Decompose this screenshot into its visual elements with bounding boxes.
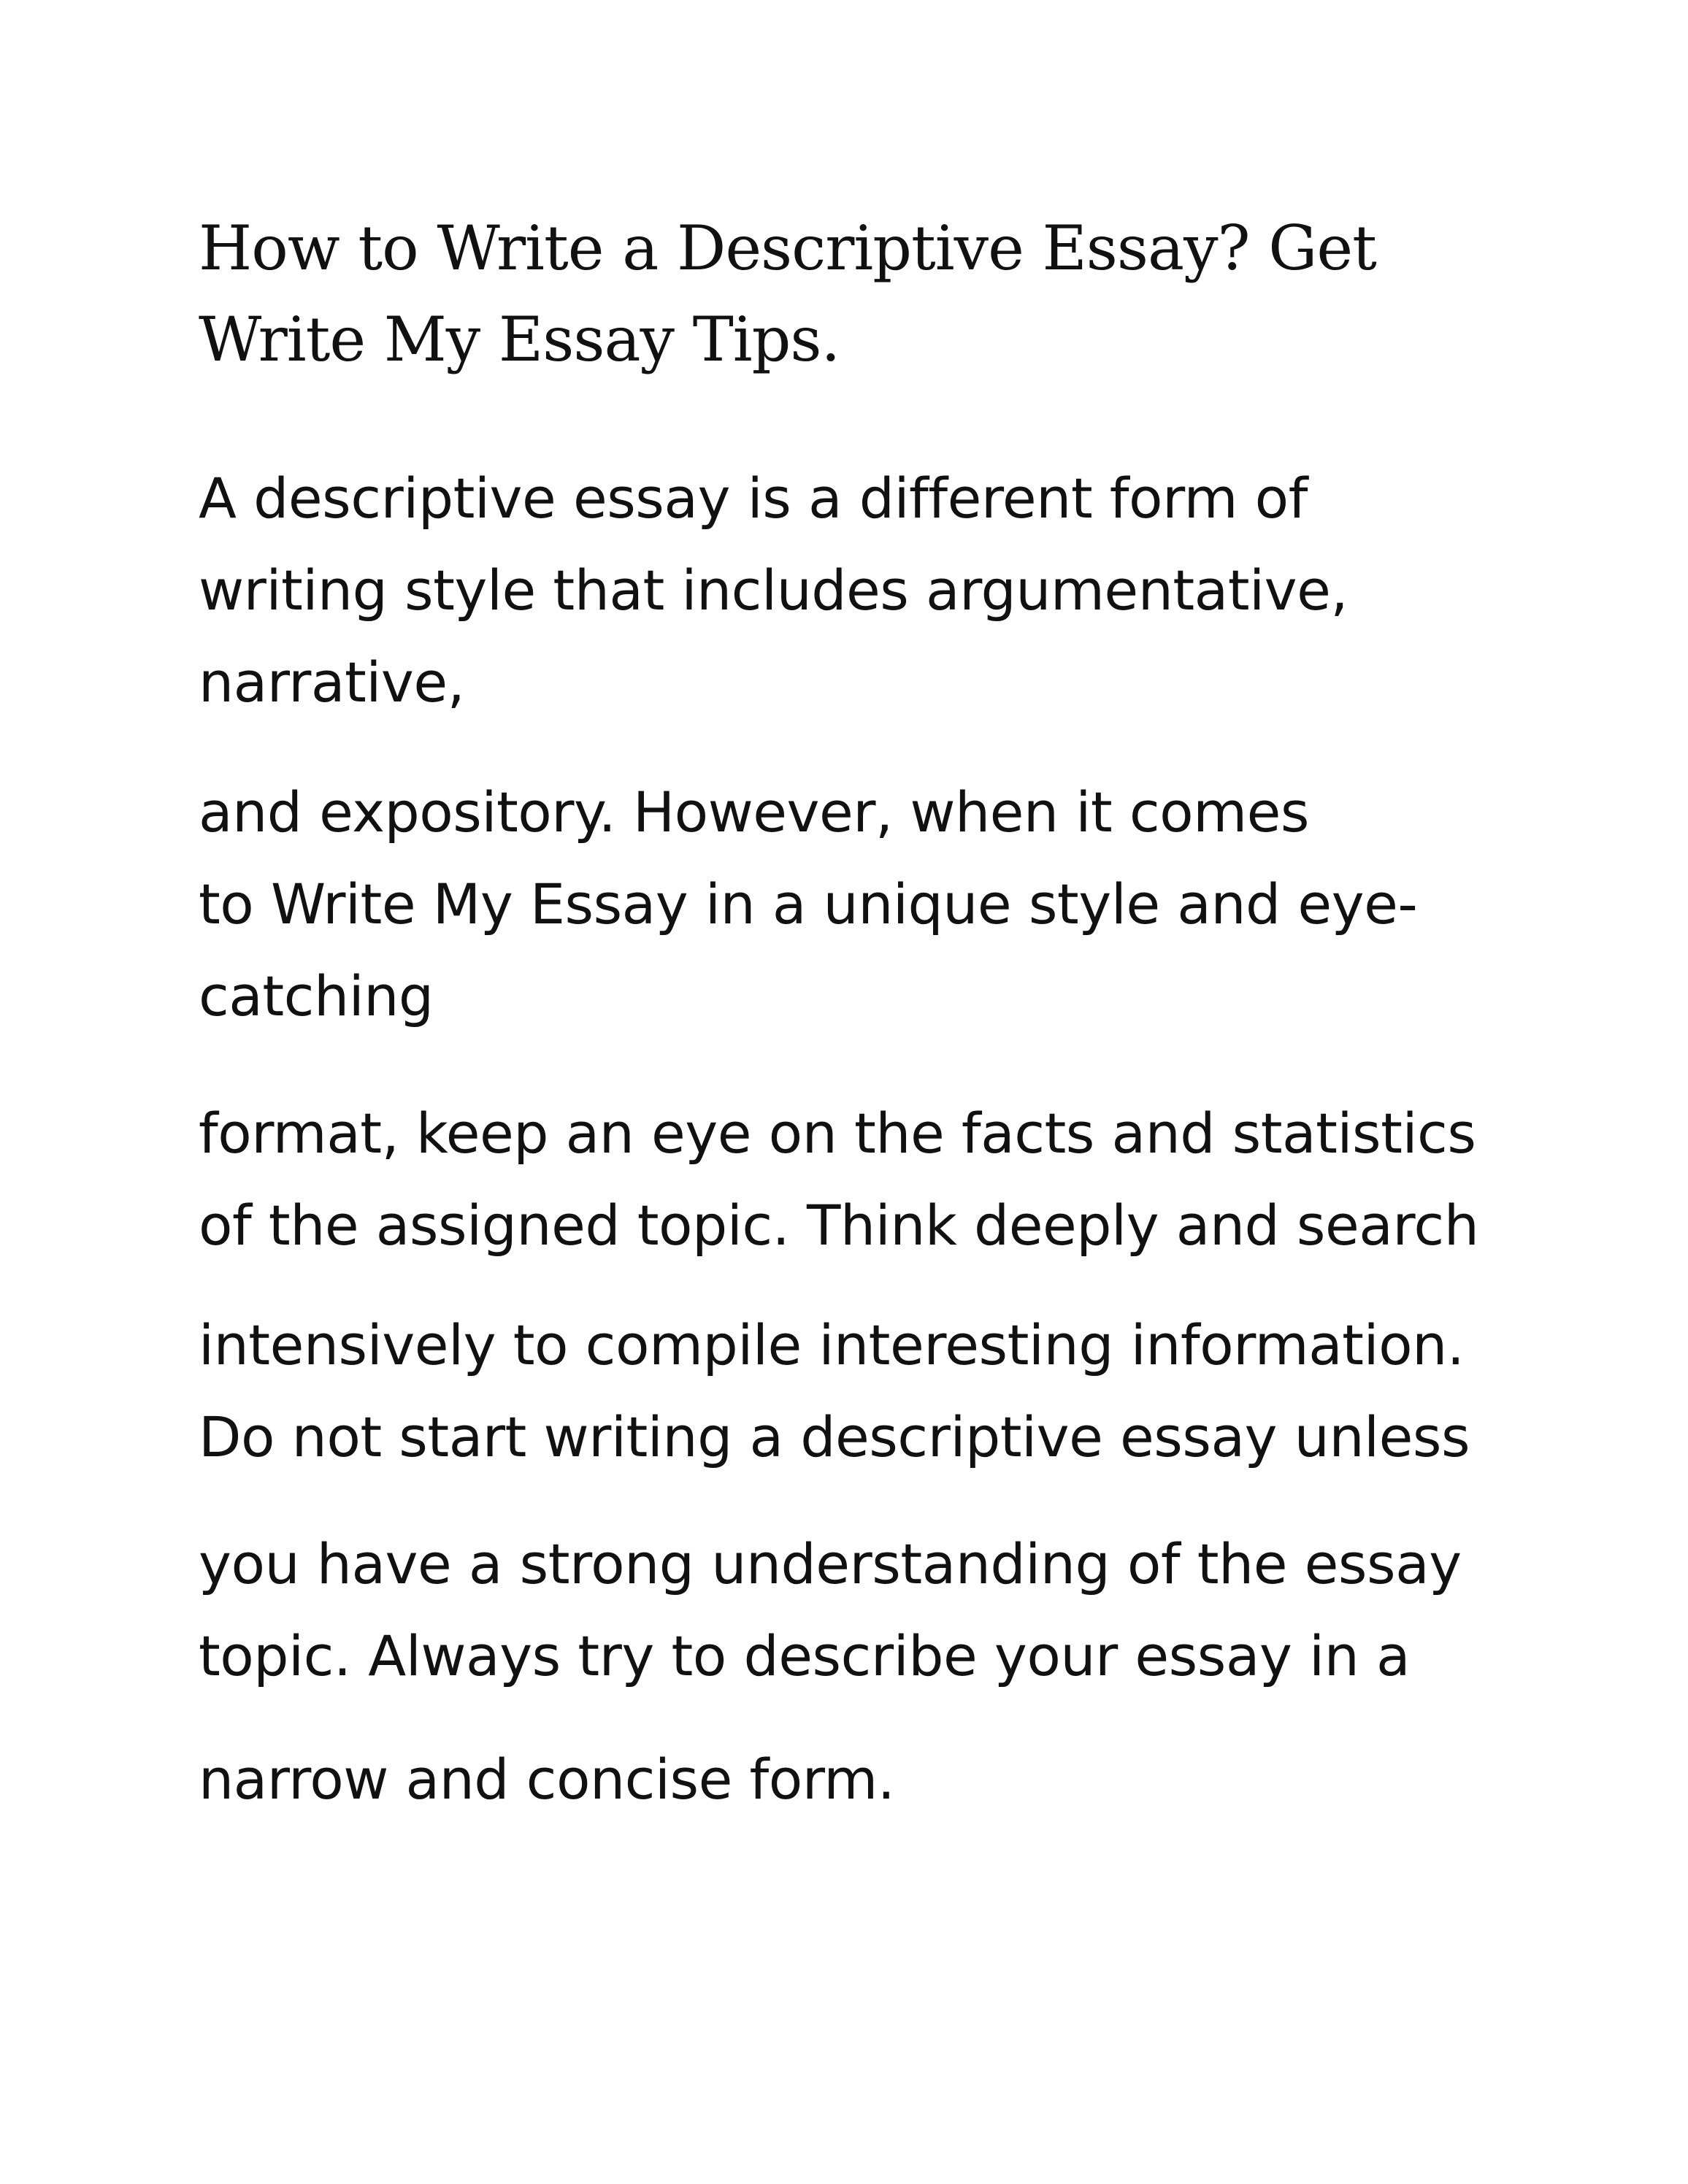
document-title <box>199 203 1586 385</box>
body-paragraph <box>199 1734 1630 1826</box>
text-line: and expository. However, when it comes <box>199 780 1310 845</box>
text-line: writing style that includes argumentative, <box>199 558 1349 623</box>
text-line: narrow and concise form. <box>199 1747 895 1812</box>
text-line: format, keep an eye on the facts and statistics <box>199 1101 1476 1166</box>
title-line: How to Write a Descriptive Essay? Get <box>199 212 1376 284</box>
body-paragraph <box>199 453 1630 728</box>
body-paragraph <box>199 1518 1630 1702</box>
text-line: of the assigned topic. Think deeply and search <box>199 1193 1479 1258</box>
body-paragraph <box>199 766 1630 1042</box>
text-line: to Write My Essay in a unique style and eye- <box>199 872 1418 937</box>
title-line: Write My Essay Tips. <box>199 304 840 375</box>
text-line: narrative, <box>199 650 465 715</box>
text-line: topic. Always try to describe your essay in a <box>199 1623 1411 1688</box>
text-line: Do not start writing a descriptive essay unless <box>199 1404 1470 1469</box>
text-line: intensively to compile interesting information. <box>199 1312 1465 1377</box>
body-paragraph <box>199 1299 1630 1483</box>
text-line: A descriptive essay is a different form of <box>199 466 1308 531</box>
text-line: catching <box>199 964 434 1028</box>
body-paragraph <box>199 1088 1630 1272</box>
text-line: you have a strong understanding of the essay <box>199 1531 1462 1596</box>
